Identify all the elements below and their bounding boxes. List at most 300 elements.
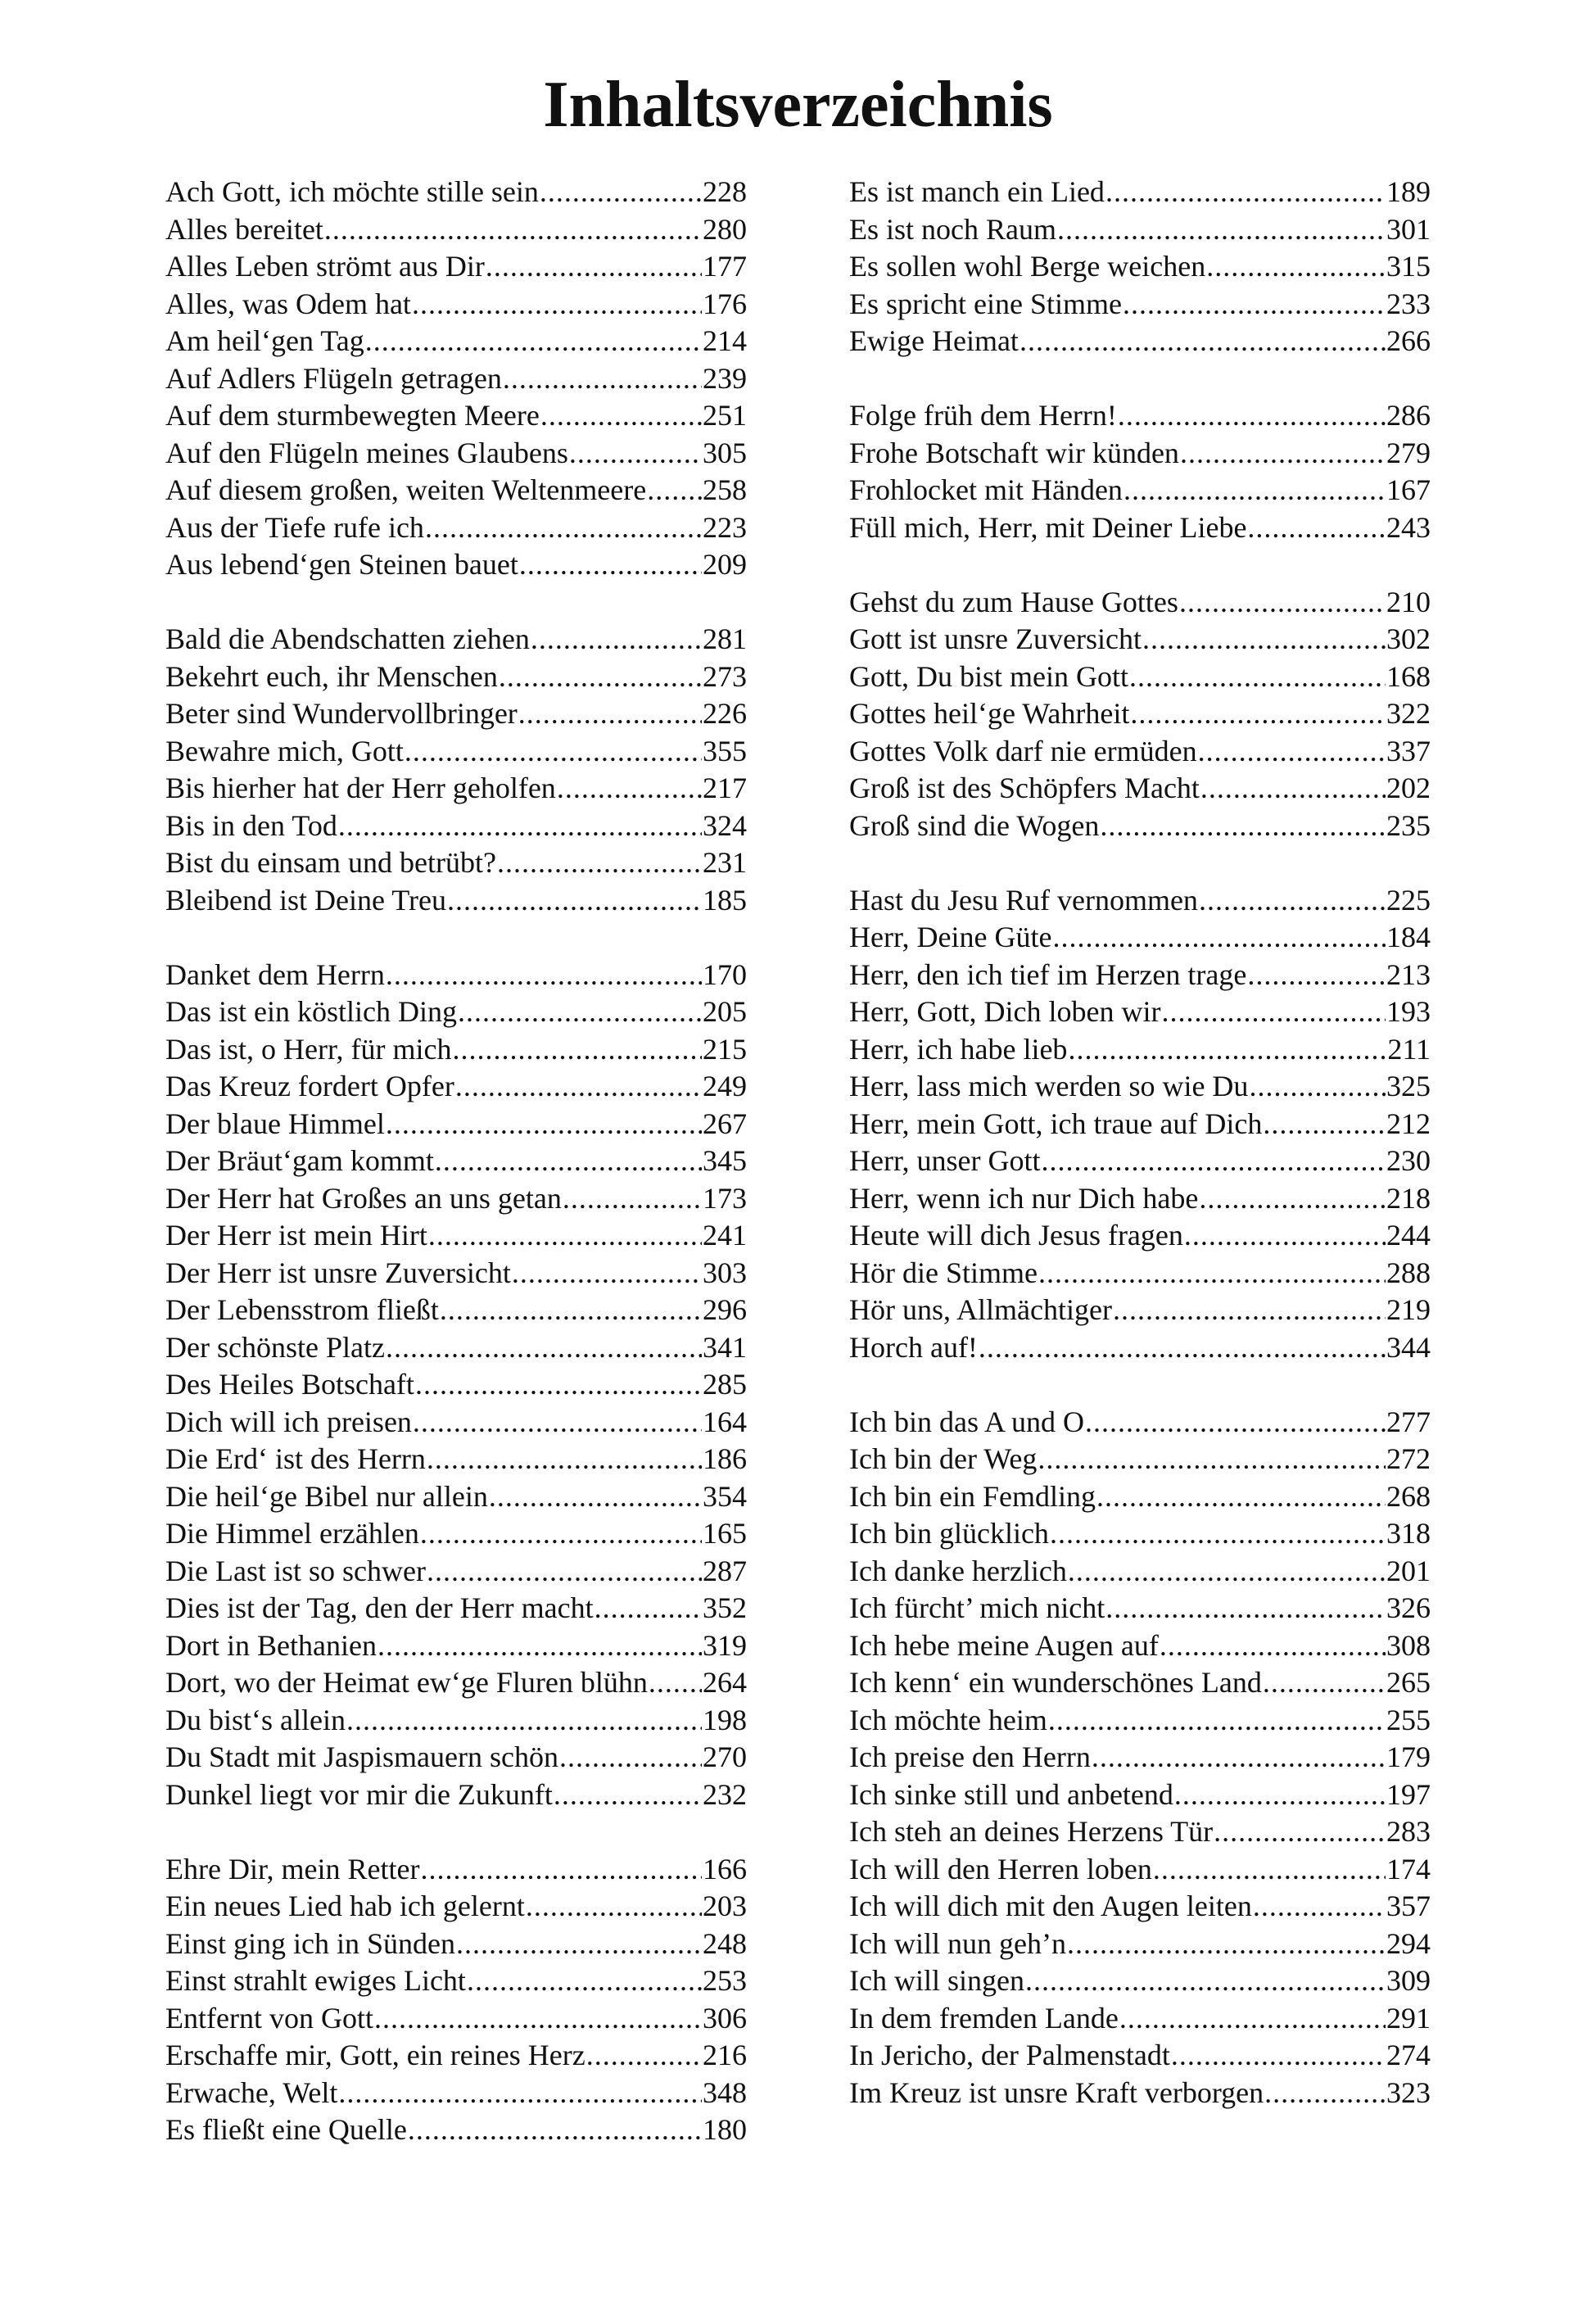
toc-entry [165, 286, 747, 324]
toc-entry-page: 279 [1386, 436, 1431, 469]
dot-leader [486, 248, 702, 286]
toc-entry-page: 266 [1386, 324, 1431, 357]
toc-entry-page: 296 [703, 1293, 747, 1326]
toc-entry-page: 309 [1386, 1964, 1431, 1997]
toc-entry-page: 202 [1386, 772, 1431, 804]
toc-entry [165, 1851, 747, 1889]
toc-entry-title: Der blaue Himmel [165, 1107, 385, 1140]
dot-leader [1199, 882, 1386, 920]
toc-entry [165, 360, 747, 398]
dot-leader [415, 1366, 702, 1404]
toc-entry-page: 274 [1386, 2039, 1431, 2071]
toc-entry [849, 1664, 1431, 1702]
toc-entry-page: 305 [703, 436, 747, 469]
toc-entry-page: 225 [1386, 883, 1431, 917]
toc-entry-page: 205 [703, 995, 747, 1028]
toc-entry-title: Hör die Stimme [849, 1256, 1038, 1289]
dot-leader [1160, 1627, 1386, 1665]
toc-entry-title: Es sollen wohl Berge weichen [849, 250, 1206, 283]
toc-entry [849, 584, 1431, 622]
toc-entry [849, 882, 1431, 920]
toc-entry [165, 2037, 747, 2075]
toc-entry-title: Du bist‘s allein [165, 1703, 346, 1736]
toc-entry-page: 294 [1386, 1926, 1431, 1960]
toc-entry-page: 216 [703, 2039, 747, 2071]
toc-entry-title: Auf dem sturmbewegten Meere [165, 399, 540, 432]
toc-entry-title: Das ist ein köstlich Ding [165, 995, 457, 1028]
toc-entry-title: Es spricht eine Stimme [849, 287, 1122, 320]
toc-entry-title: Ich will singen [849, 1964, 1024, 1997]
toc-entry [165, 1926, 747, 1963]
toc-entry [165, 1739, 747, 1777]
toc-entry-title: Der Lebensstrom fließt [165, 1293, 439, 1326]
toc-entry-page: 283 [1386, 1815, 1431, 1848]
dot-leader [338, 808, 702, 845]
toc-entry-page: 281 [703, 622, 747, 655]
toc-entry [849, 472, 1431, 509]
toc-entry [849, 1106, 1431, 1143]
toc-letter-group [849, 174, 1431, 360]
toc-entry [849, 2075, 1431, 2112]
toc-entry-title: Die heil‘ge Bibel nur allein [165, 1479, 488, 1513]
dot-leader [1020, 323, 1386, 360]
toc-entry-title: Ich fürcht’ mich nicht [849, 1591, 1105, 1624]
toc-entry [165, 509, 747, 547]
toc-entry [849, 659, 1431, 696]
toc-entry [165, 323, 747, 360]
toc-entry-title: Das ist, o Herr, für mich [165, 1032, 452, 1066]
toc-entry-title: Der Herr ist unsre Zuversicht [165, 1256, 511, 1289]
toc-entry-title: Gottes heil‘ge Wahrheit [849, 697, 1130, 730]
toc-entry [165, 2000, 747, 2038]
toc-entry-title: Ein neues Lied hab ich gelernt [165, 1890, 525, 1922]
toc-entry [165, 1962, 747, 2000]
toc-entry [165, 248, 747, 286]
toc-entry [165, 1366, 747, 1404]
toc-entry-title: Ich preise den Herrn [849, 1740, 1091, 1773]
toc-entry [849, 1404, 1431, 1442]
toc-entry-page: 211 [1387, 1032, 1431, 1066]
toc-entry [165, 1553, 747, 1591]
dot-leader [518, 695, 702, 733]
toc-entry-page: 268 [1386, 1479, 1431, 1513]
toc-entry-title: Heute will dich Jesus fragen [849, 1219, 1183, 1252]
toc-letter-group [165, 621, 747, 919]
toc-letter-group [849, 1404, 1431, 2112]
toc-entry-page: 280 [703, 212, 747, 246]
toc-entry-title: Dies ist der Tag, den der Herr macht [165, 1591, 594, 1624]
dot-leader [1200, 770, 1386, 808]
toc-entry [849, 1590, 1431, 1627]
dot-leader [428, 1217, 702, 1255]
toc-entry [165, 1590, 747, 1627]
toc-entry-page: 326 [1386, 1591, 1431, 1624]
toc-entry-page: 165 [703, 1517, 747, 1550]
toc-entry [849, 733, 1431, 771]
toc-entry [849, 1068, 1431, 1106]
toc-entry [849, 770, 1431, 808]
dot-leader [405, 733, 702, 771]
toc-entry-page: 228 [703, 175, 747, 208]
toc-entry-title: Herr, mein Gott, ich traue auf Dich [849, 1107, 1263, 1140]
toc-entry-title: Gehst du zum Hause Gottes [849, 585, 1178, 618]
toc-entry [849, 1813, 1431, 1851]
dot-leader [1214, 1813, 1386, 1851]
dot-leader [569, 435, 702, 473]
dot-leader [1153, 1851, 1386, 1889]
toc-entry [849, 695, 1431, 733]
dot-leader [503, 360, 702, 398]
toc-entry [165, 957, 747, 994]
toc-entry-page: 212 [1386, 1107, 1431, 1140]
toc-entry-title: Im Kreuz ist unsre Kraft verborgen [849, 2075, 1264, 2109]
toc-entry [849, 1851, 1431, 1889]
toc-entry-title: Herr, Gott, Dich loben wir [849, 995, 1161, 1028]
dot-leader [425, 509, 702, 547]
toc-entry [849, 1515, 1431, 1553]
toc-entry-title: Die Last ist so schwer [165, 1554, 426, 1587]
dot-leader [386, 1329, 702, 1367]
toc-entry [165, 2075, 747, 2112]
dot-leader [1068, 1031, 1386, 1069]
page-title: Inhaltsverzeichnis [543, 69, 1053, 141]
toc-entry [165, 174, 747, 211]
toc-entry [165, 770, 747, 808]
toc-entry [165, 621, 747, 659]
toc-entry-page: 170 [703, 957, 747, 991]
toc-entry [165, 1702, 747, 1740]
toc-entry [849, 174, 1431, 211]
toc-entry [849, 621, 1431, 659]
dot-leader [427, 1553, 702, 1591]
toc-entry [165, 546, 747, 584]
toc-entry-title: Ich will nun geh’n [849, 1926, 1066, 1960]
dot-leader [1263, 1664, 1386, 1702]
toc-entry-title: Alles, was Odem hat [165, 287, 411, 320]
dot-leader [649, 1664, 702, 1702]
toc-entry-title: Groß ist des Schöpfers Macht [849, 772, 1200, 804]
toc-entry-page: 243 [1386, 510, 1431, 544]
toc-entry-title: Am heil‘gen Tag [165, 324, 364, 357]
dot-leader [1179, 584, 1386, 622]
toc-entry [849, 1478, 1431, 1516]
toc-entry-title: Aus lebend‘gen Steinen bauet [165, 548, 518, 581]
toc-entry [165, 1627, 747, 1665]
toc-entry [849, 509, 1431, 547]
toc-entry [849, 1702, 1431, 1740]
dot-leader [499, 659, 702, 696]
dot-leader [455, 1068, 702, 1106]
dot-leader [467, 1962, 702, 2000]
toc-entry-page: 193 [1386, 995, 1431, 1028]
toc-letter-group [165, 174, 747, 584]
toc-entry-title: Der Herr hat Großes an uns getan [165, 1181, 562, 1215]
toc-entry-title: Ich steh an deines Herzens Tür [849, 1815, 1214, 1848]
dot-leader [586, 2037, 702, 2075]
dot-leader [1124, 472, 1386, 509]
toc-entry [165, 1143, 747, 1180]
toc-entry-title: Auf den Flügeln meines Glaubens [165, 436, 568, 469]
toc-entry [849, 1292, 1431, 1329]
dot-leader [1085, 1404, 1386, 1442]
toc-entry-page: 323 [1386, 2075, 1431, 2109]
dot-leader [1025, 1962, 1386, 2000]
toc-entry [849, 919, 1431, 957]
toc-entry-page: 248 [703, 1926, 747, 1960]
toc-entry [849, 1031, 1431, 1069]
toc-entry [849, 1926, 1431, 1963]
toc-entry [165, 472, 747, 509]
dot-leader [412, 286, 702, 324]
toc-entry-page: 319 [703, 1628, 747, 1662]
toc-entry [165, 1329, 747, 1367]
toc-entry-page: 226 [703, 697, 747, 730]
toc-entry [165, 808, 747, 845]
dot-leader [447, 882, 702, 920]
toc-entry-page: 213 [1386, 957, 1431, 991]
toc-entry-page: 184 [1386, 921, 1431, 953]
toc-entry [849, 211, 1431, 249]
toc-entry-title: Alles Leben strömt aus Dir [165, 250, 485, 283]
toc-entry-title: Bewahre mich, Gott [165, 734, 404, 767]
dot-leader [557, 770, 702, 808]
toc-entry [849, 994, 1431, 1031]
toc-entry-page: 251 [703, 399, 747, 432]
toc-entry-title: Horch auf! [849, 1330, 978, 1364]
toc-entry [165, 211, 747, 249]
dot-leader [1184, 1217, 1386, 1255]
dot-leader [512, 1255, 702, 1292]
toc-entry-page: 198 [703, 1703, 747, 1736]
toc-entry-title: Bleibend ist Deine Treu [165, 883, 446, 917]
dot-leader [435, 1143, 702, 1180]
dot-leader [456, 1926, 702, 1963]
toc-entry-page: 344 [1386, 1330, 1431, 1364]
toc-entry-title: Groß sind die Wogen [849, 808, 1100, 842]
dot-leader [420, 1851, 702, 1889]
toc-entry-page: 285 [703, 1368, 747, 1401]
toc-entry-page: 189 [1386, 175, 1431, 208]
dot-leader [365, 323, 702, 360]
toc-entry-page: 239 [703, 361, 747, 395]
toc-entry-page: 214 [703, 324, 747, 357]
toc-entry [165, 882, 747, 920]
toc-letter-group [849, 584, 1431, 845]
dot-leader [1092, 1739, 1386, 1777]
toc-letter-group [849, 397, 1431, 546]
toc-entry-title: Die Himmel erzählen [165, 1517, 419, 1550]
toc-entry [165, 2112, 747, 2149]
toc-entry-page: 306 [703, 2001, 747, 2035]
dot-leader [413, 1404, 702, 1442]
dot-leader [378, 1627, 702, 1665]
toc-entry-page: 303 [703, 1256, 747, 1289]
toc-entry [849, 808, 1431, 845]
toc-entry-title: Ich danke herzlich [849, 1554, 1067, 1587]
toc-entry-title: Bis hierher hat der Herr geholfen [165, 772, 556, 804]
toc-entry [849, 1962, 1431, 2000]
dot-leader [563, 1180, 702, 1218]
toc-entry-page: 308 [1386, 1628, 1431, 1662]
toc-entry [165, 1217, 747, 1255]
toc-entry-title: Aus der Tiefe rufe ich [165, 510, 424, 544]
toc-entry [849, 286, 1431, 324]
toc-entry-title: Einst ging ich in Sünden [165, 1926, 455, 1960]
dot-leader [1161, 994, 1386, 1031]
toc-entry [165, 659, 747, 696]
toc-entry-page: 352 [703, 1591, 747, 1624]
dot-leader [1119, 2000, 1386, 2038]
toc-entry [849, 248, 1431, 286]
toc-entry [165, 1292, 747, 1329]
toc-entry-page: 318 [1386, 1517, 1431, 1550]
toc-entry-title: Ich will dich mit den Augen leiten [849, 1890, 1252, 1922]
toc-entry [165, 1664, 747, 1702]
toc-entry-title: Ich bin der Weg [849, 1442, 1038, 1475]
toc-entry-title: Gott ist unsre Zuversicht [849, 622, 1142, 655]
toc-entry [165, 1478, 747, 1516]
dot-leader [427, 1441, 702, 1478]
toc-entry-page: 235 [1386, 808, 1431, 842]
toc-entry-page: 168 [1386, 659, 1431, 693]
toc-entry-title: Alles bereitet [165, 212, 323, 246]
toc-entry-page: 258 [703, 473, 747, 506]
dot-leader [1113, 1292, 1386, 1329]
dot-leader [1068, 1553, 1386, 1591]
toc-entry [165, 1106, 747, 1143]
toc-entry [165, 733, 747, 771]
toc-entry-title: Ich bin das A und O [849, 1405, 1084, 1438]
dot-leader [1123, 286, 1386, 324]
toc-entry [165, 1180, 747, 1218]
toc-entry-page: 219 [1386, 1293, 1431, 1326]
toc-entry-page: 337 [1386, 734, 1431, 767]
toc-entry-title: Bald die Abendschatten ziehen [165, 622, 530, 655]
toc-entry [165, 1777, 747, 1814]
toc-entry-title: Beter sind Wundervollbringer [165, 697, 518, 730]
dot-leader [559, 1739, 702, 1777]
dot-leader [1052, 919, 1386, 957]
dot-leader [1067, 1926, 1386, 1963]
toc-entry-title: Gottes Volk darf nie ermüden [849, 734, 1197, 767]
dot-leader [1249, 1068, 1386, 1106]
dot-leader [1247, 509, 1386, 547]
toc-entry-title: Folge früh dem Herrn! [849, 399, 1117, 432]
toc-entry-page: 185 [703, 883, 747, 917]
toc-entry [849, 1180, 1431, 1218]
toc-entry-title: Füll mich, Herr, mit Deiner Liebe [849, 510, 1247, 544]
toc-entry-title: Hör uns, Allmächtiger [849, 1293, 1112, 1326]
toc-entry-page: 322 [1386, 697, 1431, 730]
toc-entry [849, 1217, 1431, 1255]
toc-entry-title: Erwache, Welt [165, 2075, 338, 2109]
toc-entry-page: 241 [703, 1219, 747, 1252]
dot-leader [374, 2000, 702, 2038]
toc-entry [165, 1031, 747, 1069]
toc-entry-title: Ich sinke still und anbetend [849, 1777, 1173, 1811]
toc-entry-title: Es ist noch Raum [849, 212, 1056, 246]
toc-entry [849, 397, 1431, 435]
toc-entry-title: Ich bin glücklich [849, 1517, 1049, 1550]
toc-column-left [165, 174, 747, 2186]
dot-leader [440, 1292, 702, 1329]
dot-leader [1263, 1106, 1386, 1143]
toc-entry-title: Danket dem Herrn [165, 957, 385, 991]
toc-entry-title: Das Kreuz fordert Opfer [165, 1070, 454, 1102]
toc-entry [849, 957, 1431, 994]
toc-entry-page: 265 [1386, 1666, 1431, 1699]
dot-leader [458, 994, 702, 1031]
toc-entry-page: 357 [1386, 1890, 1431, 1922]
dot-leader [1057, 211, 1386, 249]
toc-entry-page: 197 [1386, 1777, 1431, 1811]
toc-entry [165, 1515, 747, 1553]
dot-leader [324, 211, 702, 249]
toc-entry-title: Auf diesem großen, weiten Weltenmeere [165, 473, 647, 506]
dot-leader [540, 174, 702, 211]
toc-entry [849, 1888, 1431, 1926]
toc-entry-page: 291 [1386, 2001, 1431, 2035]
toc-entry-title: Bekehrt euch, ihr Menschen [165, 659, 498, 693]
dot-leader [1042, 1143, 1386, 1180]
toc-entry-title: Ich hebe meine Augen auf [849, 1628, 1159, 1662]
dot-leader [346, 1702, 702, 1740]
dot-leader [1100, 808, 1386, 845]
toc-entry-page: 355 [703, 734, 747, 767]
dot-leader [526, 1888, 702, 1926]
dot-leader [386, 1106, 702, 1143]
dot-leader [1038, 1441, 1386, 1478]
toc-entry-page: 301 [1386, 212, 1431, 246]
toc-entry-page: 176 [703, 287, 747, 320]
toc-entry-title: Bis in den Tod [165, 808, 337, 842]
toc-entry [849, 1255, 1431, 1292]
toc-entry-title: Dort, wo der Heimat ew‘ge Fluren blühn [165, 1666, 648, 1699]
toc-entry-page: 164 [703, 1405, 747, 1438]
toc-entry-page: 209 [703, 548, 747, 581]
toc-letter-group [165, 1851, 747, 2149]
toc-entry-page: 233 [1386, 287, 1431, 320]
toc-entry-title: Hast du Jesu Ruf vernommen [849, 883, 1198, 917]
toc-entry-title: Des Heiles Botschaft [165, 1368, 414, 1401]
toc-entry-page: 255 [1386, 1703, 1431, 1736]
toc-entry [165, 695, 747, 733]
dot-leader [338, 2075, 702, 2112]
toc-entry-title: Es fließt eine Quelle [165, 2113, 407, 2146]
toc-entry-title: Herr, ich habe lieb [849, 1032, 1068, 1066]
toc-entry-title: Du Stadt mit Jaspismauern schön [165, 1740, 558, 1773]
toc-entry-title: Ewige Heimat [849, 324, 1019, 357]
toc-entry [849, 1777, 1431, 1814]
toc-letter-group [165, 957, 747, 1814]
toc-entry-page: 277 [1386, 1405, 1431, 1438]
toc-entry [165, 1068, 747, 1106]
dot-leader [1206, 248, 1386, 286]
toc-entry [849, 1739, 1431, 1777]
toc-entry-title: Dort in Bethanien [165, 1628, 377, 1662]
toc-entry [165, 844, 747, 882]
dot-leader [554, 1777, 702, 1814]
dot-leader [595, 1590, 702, 1627]
toc-entry-page: 217 [703, 772, 747, 804]
toc-entry-title: Ach Gott, ich möchte stille sein [165, 175, 539, 208]
toc-entry-page: 203 [703, 1890, 747, 1922]
toc-entry [165, 435, 747, 473]
toc-entry-page: 179 [1386, 1740, 1431, 1773]
toc-entry [849, 323, 1431, 360]
toc-entry [849, 1143, 1431, 1180]
toc-entry-page: 231 [703, 846, 747, 879]
